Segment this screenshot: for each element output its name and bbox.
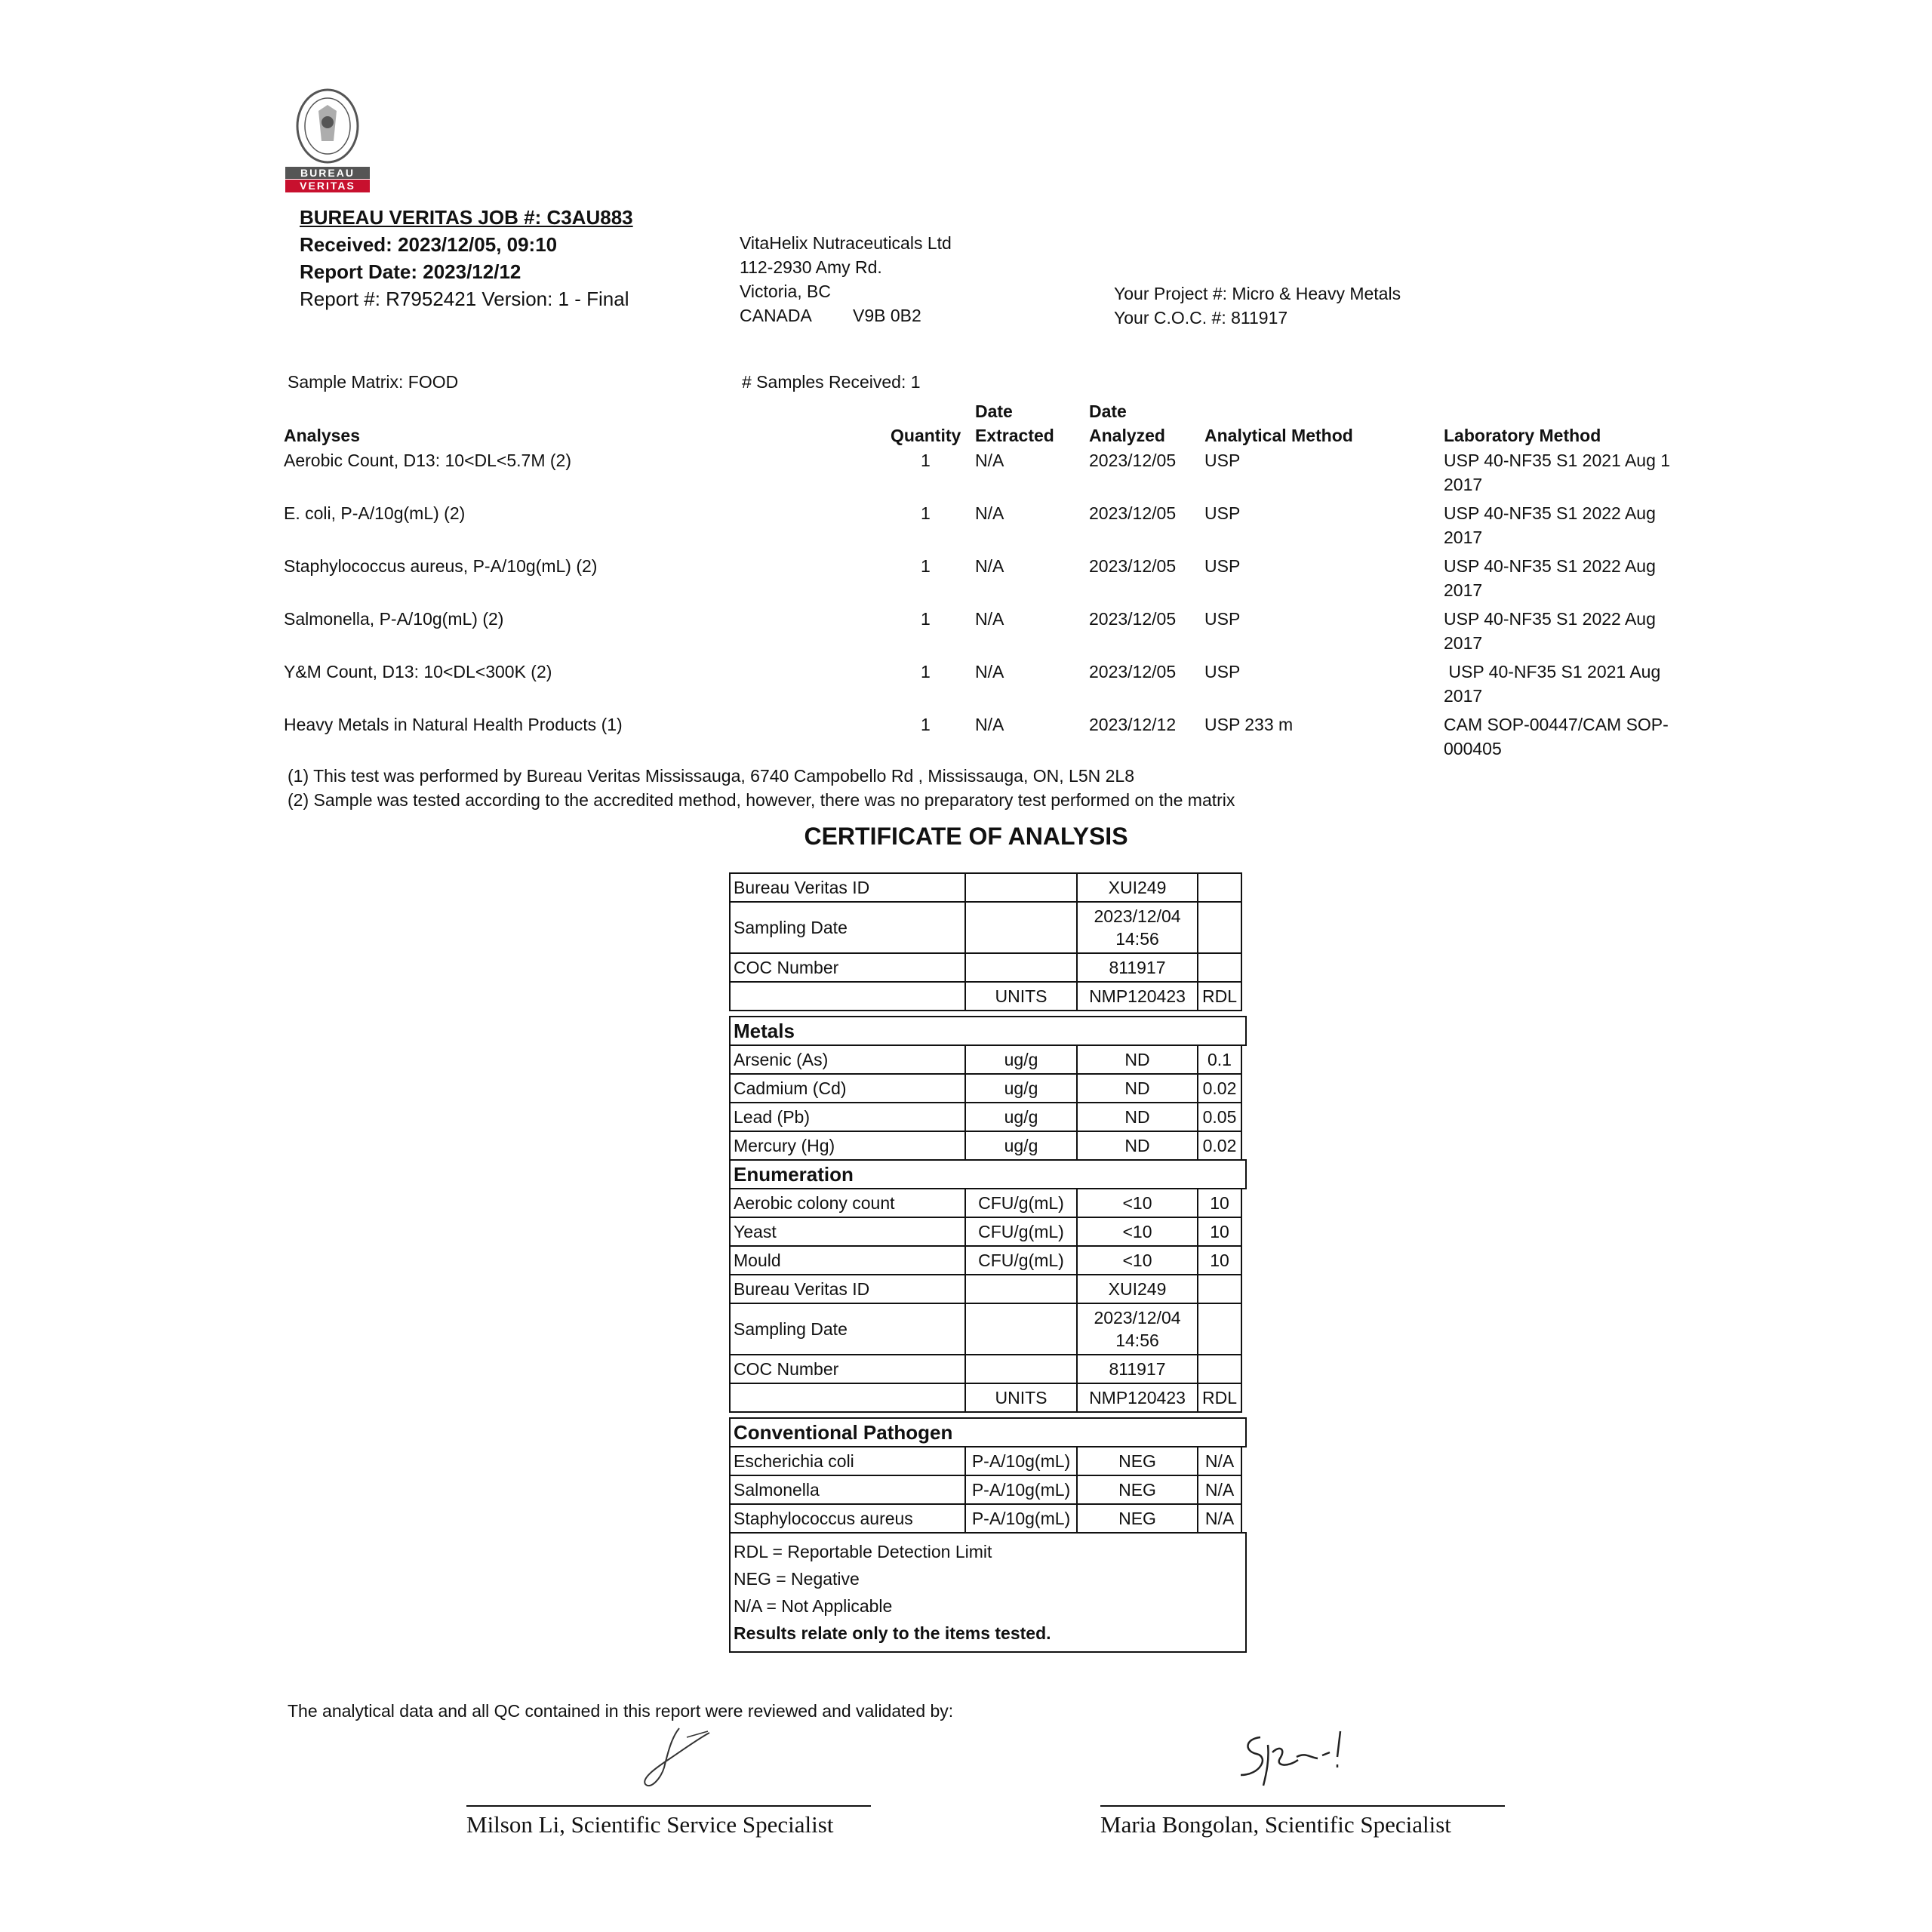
empty-cell: [729, 981, 966, 1011]
analysis-lab-method: CAM SOP-00447/CAM SOP-: [1444, 715, 1669, 734]
result-unit: ug/g: [964, 1102, 1078, 1132]
analysis-method: USP: [1204, 503, 1241, 523]
result-rdl: 0.05: [1197, 1102, 1242, 1132]
analysis-lab-method-line2: 000405: [1444, 739, 1502, 758]
analysis-lab-method-line2: 2017: [1444, 686, 1483, 706]
analysis-row: [0, 448, 1932, 501]
bureau-veritas-logo: [285, 88, 370, 192]
analysis-name: Aerobic Count, D13: 10<DL<5.7M (2): [284, 451, 571, 470]
sampling-date: 2023/12/04: [1094, 1308, 1181, 1327]
rdl-label: RDL: [1197, 981, 1242, 1011]
rdl-label: RDL: [1197, 1383, 1242, 1413]
empty-cell: [1197, 872, 1242, 903]
signature-milson-li: [634, 1722, 724, 1798]
empty-cell: [964, 1274, 1078, 1304]
result-value: ND: [1076, 1102, 1198, 1132]
col-analyzed-line1: Date: [1089, 401, 1127, 421]
result-value: <10: [1076, 1217, 1198, 1247]
analysis-date-extracted: N/A: [975, 503, 1004, 523]
analysis-name: Y&M Count, D13: 10<DL<300K (2): [284, 662, 552, 681]
result-unit: P-A/10g(mL): [964, 1475, 1078, 1505]
empty-cell: [1197, 1274, 1242, 1304]
coc-label: COC Number: [729, 952, 966, 983]
sampling-time: 14:56: [1115, 929, 1159, 949]
pathogen-section-title: Conventional Pathogen: [729, 1417, 1247, 1447]
result-rdl: N/A: [1197, 1503, 1242, 1534]
result-rdl: N/A: [1197, 1446, 1242, 1476]
footnote-1: (1) This test was performed by Bureau Veritas Mississauga, 6740 Campobello Rd , Mississauga, ON, L5N 2L8: [288, 766, 1134, 786]
result-row: [729, 1503, 1245, 1532]
result-value: NEG: [1076, 1446, 1198, 1476]
analysis-date-extracted: N/A: [975, 715, 1004, 734]
signer-1-name: Milson Li, Scientific Service Specialist: [466, 1811, 834, 1838]
analysis-row: [0, 660, 1932, 712]
certificate-table: [729, 872, 1245, 1653]
id-label: Bureau Veritas ID: [729, 872, 966, 903]
note-results: Results relate only to the items tested.: [734, 1623, 1051, 1643]
analysis-date-analyzed: 2023/12/12: [1089, 715, 1177, 734]
result-unit: CFU/g(mL): [964, 1217, 1078, 1247]
result-rdl: 10: [1197, 1245, 1242, 1275]
result-unit: P-A/10g(mL): [964, 1503, 1078, 1534]
coc-row: [729, 952, 1245, 981]
analysis-lab-method: USP 40-NF35 S1 2022 Aug: [1444, 556, 1656, 576]
analysis-date-analyzed: 2023/12/05: [1089, 556, 1177, 576]
footnote-2: (2) Sample was tested according to the accredited method, however, there was no preparatory test performed on the matrix: [288, 790, 1235, 810]
client-postal: V9B 0B2: [853, 306, 921, 325]
analysis-row: [0, 712, 1932, 765]
result-value: NEG: [1076, 1503, 1198, 1534]
empty-cell: [1197, 952, 1242, 983]
analysis-method: USP: [1204, 609, 1241, 629]
units-row: [729, 1383, 1245, 1411]
result-name: Mould: [729, 1245, 966, 1275]
coc-row: [729, 1354, 1245, 1383]
note-na: N/A = Not Applicable: [734, 1596, 893, 1616]
analysis-date-extracted: N/A: [975, 609, 1004, 629]
result-row: [729, 1188, 1245, 1217]
analysis-method: USP: [1204, 662, 1241, 681]
result-value: <10: [1076, 1245, 1198, 1275]
pathogen-rows: [729, 1446, 1245, 1532]
empty-cell: [964, 952, 1078, 983]
result-value: NEG: [1076, 1475, 1198, 1505]
metals-rows: [729, 1044, 1245, 1159]
sampling-date-row: [729, 1303, 1245, 1354]
id-label: Bureau Veritas ID: [729, 1274, 966, 1304]
result-row: [729, 1131, 1245, 1159]
result-name: Escherichia coli: [729, 1446, 966, 1476]
analysis-date-extracted: N/A: [975, 556, 1004, 576]
sampling-date-label: Sampling Date: [729, 1303, 966, 1355]
report-number: Report #: R7952421 Version: 1 - Final: [300, 288, 629, 310]
result-row: [729, 1102, 1245, 1131]
analysis-name: Salmonella, P-A/10g(mL) (2): [284, 609, 504, 629]
analysis-quantity: 1: [921, 662, 931, 681]
col-analytical-method: Analytical Method: [1204, 426, 1353, 445]
analysis-lab-method: USP 40-NF35 S1 2022 Aug: [1444, 609, 1656, 629]
analysis-quantity: 1: [921, 451, 931, 470]
note-rdl: RDL = Reportable Detection Limit: [734, 1542, 992, 1561]
analysis-lab-method-line2: 2017: [1444, 475, 1483, 494]
analysis-name: Staphylococcus aureus, P-A/10g(mL) (2): [284, 556, 598, 576]
analysis-quantity: 1: [921, 503, 931, 523]
col-analyses: Analyses: [284, 426, 361, 445]
sampling-date-value: [1076, 1303, 1198, 1355]
result-name: Lead (Pb): [729, 1102, 966, 1132]
result-name: Mercury (Hg): [729, 1131, 966, 1161]
result-row: [729, 1073, 1245, 1102]
sampling-date-label: Sampling Date: [729, 901, 966, 954]
result-value: <10: [1076, 1188, 1198, 1218]
id-row: [729, 872, 1245, 901]
enumeration-section-title: Enumeration: [729, 1159, 1247, 1189]
result-rdl: 10: [1197, 1217, 1242, 1247]
result-row: [729, 1217, 1245, 1245]
analysis-date-extracted: N/A: [975, 662, 1004, 681]
metals-section-title: Metals: [729, 1016, 1247, 1046]
result-rdl: 0.1: [1197, 1044, 1242, 1075]
result-row: [729, 1446, 1245, 1475]
result-unit: ug/g: [964, 1131, 1078, 1161]
col-laboratory-method: Laboratory Method: [1444, 426, 1601, 445]
result-name: Salmonella: [729, 1475, 966, 1505]
empty-cell: [964, 1354, 1078, 1384]
result-rdl: 0.02: [1197, 1073, 1242, 1103]
enumeration-rows: [729, 1188, 1245, 1274]
result-name: Staphylococcus aureus: [729, 1503, 966, 1534]
analysis-date-analyzed: 2023/12/05: [1089, 662, 1177, 681]
logo-line-1: BUREAU: [300, 167, 355, 179]
id-value: XUI249: [1076, 1274, 1198, 1304]
col-quantity: Quantity: [891, 426, 961, 445]
logo-line-2: VERITAS: [300, 180, 355, 192]
signature-line-2: [1100, 1805, 1505, 1807]
result-name: Aerobic colony count: [729, 1188, 966, 1218]
result-name: Arsenic (As): [729, 1044, 966, 1075]
coc-value: 811917: [1076, 952, 1198, 983]
analysis-quantity: 1: [921, 556, 931, 576]
sampling-date: 2023/12/04: [1094, 906, 1181, 926]
report-date: Report Date: 2023/12/12: [300, 260, 521, 283]
analysis-date-extracted: N/A: [975, 451, 1004, 470]
coc-value: 811917: [1076, 1354, 1198, 1384]
sampling-time: 14:56: [1115, 1331, 1159, 1350]
empty-cell: [964, 1303, 1078, 1355]
signature-maria-bongolan: [1230, 1722, 1358, 1798]
empty-cell: [1197, 1354, 1242, 1384]
result-value: ND: [1076, 1073, 1198, 1103]
samples-received: # Samples Received: 1: [742, 372, 921, 392]
analysis-quantity: 1: [921, 715, 931, 734]
analysis-date-analyzed: 2023/12/05: [1089, 503, 1177, 523]
analysis-method: USP: [1204, 451, 1241, 470]
project-number: Your Project #: Micro & Heavy Metals: [1114, 284, 1401, 303]
client-name: VitaHelix Nutraceuticals Ltd: [740, 233, 952, 253]
col-analyzed-line2: Analyzed: [1089, 426, 1165, 445]
analysis-date-analyzed: 2023/12/05: [1089, 451, 1177, 470]
certificate-title: CERTIFICATE OF ANALYSIS: [804, 823, 1128, 850]
id-row: [729, 1274, 1245, 1303]
client-street: 112-2930 Amy Rd.: [740, 257, 882, 277]
received-date: Received: 2023/12/05, 09:10: [300, 233, 558, 256]
analysis-method: USP 233 m: [1204, 715, 1294, 734]
result-unit: CFU/g(mL): [964, 1188, 1078, 1218]
signer-2-name: Maria Bongolan, Scientific Specialist: [1100, 1811, 1451, 1838]
units-label: UNITS: [964, 981, 1078, 1011]
result-value: ND: [1076, 1131, 1198, 1161]
units-label: UNITS: [964, 1383, 1078, 1413]
empty-cell: [964, 872, 1078, 903]
empty-cell: [729, 1383, 966, 1413]
signature-line-1: [466, 1805, 871, 1807]
result-unit: CFU/g(mL): [964, 1245, 1078, 1275]
result-row: [729, 1044, 1245, 1073]
sample-matrix: Sample Matrix: FOOD: [288, 372, 459, 392]
result-unit: ug/g: [964, 1044, 1078, 1075]
analysis-quantity: 1: [921, 609, 931, 629]
analysis-lab-method: USP 40-NF35 S1 2021 Aug 1: [1444, 451, 1671, 470]
analysis-name: Heavy Metals in Natural Health Products (1): [284, 715, 623, 734]
empty-cell: [1197, 901, 1242, 954]
sample-column: NMP120423: [1076, 1383, 1198, 1413]
result-rdl: 10: [1197, 1188, 1242, 1218]
sampling-date-row: [729, 901, 1245, 952]
analysis-row: [0, 501, 1932, 554]
legend-notes: [729, 1532, 1247, 1653]
client-city: Victoria, BC: [740, 281, 832, 301]
analysis-lab-method: USP 40-NF35 S1 2022 Aug: [1444, 503, 1656, 523]
analysis-lab-method: USP 40-NF35 S1 2021 Aug: [1444, 662, 1661, 681]
col-extracted-line1: Date: [975, 401, 1013, 421]
client-country: CANADA: [740, 306, 812, 325]
result-name: Yeast: [729, 1217, 966, 1247]
note-neg: NEG = Negative: [734, 1569, 860, 1589]
units-row: [729, 981, 1245, 1010]
analysis-lab-method-line2: 2017: [1444, 633, 1483, 653]
col-extracted-line2: Extracted: [975, 426, 1054, 445]
analysis-row: [0, 554, 1932, 607]
empty-cell: [964, 901, 1078, 954]
result-value: ND: [1076, 1044, 1198, 1075]
id-value: XUI249: [1076, 872, 1198, 903]
coc-number: Your C.O.C. #: 811917: [1114, 308, 1288, 328]
result-unit: P-A/10g(mL): [964, 1446, 1078, 1476]
sampling-date-value: [1076, 901, 1198, 954]
job-number: BUREAU VERITAS JOB #: C3AU883: [300, 206, 633, 229]
coc-label: COC Number: [729, 1354, 966, 1384]
validation-statement: The analytical data and all QC contained in this report were reviewed and validated by:: [288, 1701, 954, 1721]
result-name: Cadmium (Cd): [729, 1073, 966, 1103]
result-rdl: 0.02: [1197, 1131, 1242, 1161]
analysis-row: [0, 607, 1932, 660]
result-row: [729, 1475, 1245, 1503]
analysis-lab-method-line2: 2017: [1444, 580, 1483, 600]
result-row: [729, 1245, 1245, 1274]
result-rdl: N/A: [1197, 1475, 1242, 1505]
result-unit: ug/g: [964, 1073, 1078, 1103]
analysis-date-analyzed: 2023/12/05: [1089, 609, 1177, 629]
analysis-method: USP: [1204, 556, 1241, 576]
empty-cell: [1197, 1303, 1242, 1355]
sample-column: NMP120423: [1076, 981, 1198, 1011]
analysis-name: E. coli, P-A/10g(mL) (2): [284, 503, 466, 523]
analysis-lab-method-line2: 2017: [1444, 528, 1483, 547]
